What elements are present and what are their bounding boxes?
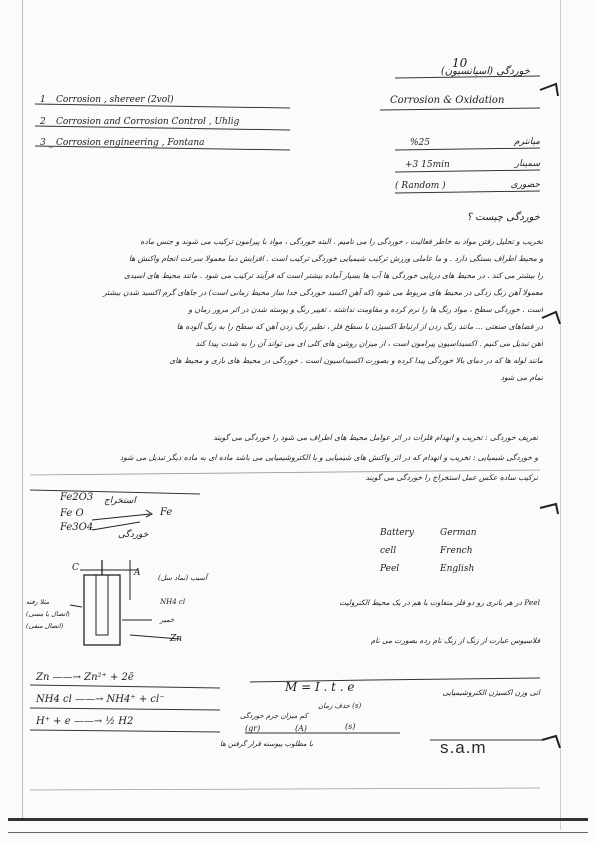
cell-label-zn: Zn	[170, 634, 183, 644]
formula-note-time: حذف زمان (s)	[318, 702, 362, 710]
quiz-value: ( Random )	[395, 181, 446, 191]
cell-left-1: مثلا رفته	[26, 598, 50, 606]
signature: s.a.m	[440, 738, 487, 757]
seminar-label: سمینار	[514, 159, 540, 169]
peel-note: Peel در هر باتری رو دو فلز متفاوت با هم در یک محیط الکترولیت	[339, 598, 540, 607]
cell-label-case: آسیب (نماد سل)	[158, 574, 208, 582]
oxide-feo: Fe O	[60, 508, 84, 519]
extraction-label: استخراج	[104, 496, 136, 506]
fe-label: Fe	[160, 507, 173, 518]
formula: M = I . t . e	[285, 680, 355, 694]
formula-note-mass: کم میزان جرم خوردگی	[240, 712, 308, 720]
cell-label-a: A	[134, 568, 141, 578]
reaction-2: NH4 cl ——→ NH4⁺ + cl⁻	[36, 694, 165, 705]
formula-note-s: (s)	[345, 722, 356, 731]
definitions: تعریف خوردگی : تخریب و انهدام فلزات در اثر عوامل محیط های اطراف می شود را خوردگی می گویند و خوردگی شیمیایی : تخریب و انهدام که در اثر واکنش های شیمیایی و با الکتروشیمیایی می باشد ماده ای به ماده دیگر تبدیل می شود ترکیب ساده عکس عمل استخراج را خوردگی می گویند	[119, 433, 538, 482]
reference-2: 2 _ Corrosion and Corrosion Control , Uhlig	[40, 117, 240, 127]
oxide-fe3o4: Fe3O4	[60, 522, 94, 533]
midterm-value: %25	[410, 138, 431, 148]
vocab-german: German	[440, 528, 477, 538]
vocab-english: English	[440, 564, 475, 574]
corrosion-label: خوردگی	[118, 530, 149, 540]
formula-note-gr: (gr)	[245, 724, 261, 733]
paragraph: تخریب و تحلیل رفتن مواد به خاطر فعالیت ، خوردگی را می نامیم . البته خوردگی ، مواد با پیرامون ترکیب می شوند و جنس ماده و محیط اطراف بستگی دارد . و ما عاملی ورزش ترکیب شیمیایی خوردگی ترکیب است . افزایش دما معمولا سرعت انجام واکنش ها را بیشتر می کند . در محیط های دریایی خوردگی ها آب ها بسیار آماده بیشتر است که فرآیند ترکیب می شود . مانند محیط های اسیدی معمولا آهن زنگ زدگی در محیط های مربوط می شود (که آهن اکسید خوردگی جدا ساز محیط زمانی است) در جاهای گرم اکسید شدن بیشتر است . خوردگی سطح ، مواد رنگ ها را نرم کرده و مقاومت نداشته ، تغییر رنگ و پوسته شدن در اثر مرور زمان و در فضاهای صنعتی ... مانند زنگ زدن از ارتباط اکسیژن با سطح فلز ، نظیر زنگ زدن آهن که سطح را به زنگ آلوده ها آهن تبدیل می کنیم . اکسیداسیون پیرامون است ، از میزان روشن های کلی ای می تواند آن را به شدت پیدا کند مانند لوله ها که در دمای بالا خوردگی پیدا کرده و بصورت اکسیداسیون است . خوردگی در محیط های بازی و محیط های تمام می شود	[102, 237, 543, 382]
vocab-peel: Peel	[380, 564, 400, 574]
page-number: 10	[452, 56, 468, 70]
question-heading: خوردگی چیست ؟	[466, 212, 540, 223]
reaction-1: Zn ——→ Zn²⁺ + 2ē	[36, 672, 134, 683]
vocab-french: French	[440, 546, 473, 556]
reference-3: 3 _ Corrosion engineering , Fontana	[40, 138, 205, 148]
cell-left-2: (اتصال یا مسی)	[26, 610, 70, 618]
cell-label-c: C	[72, 563, 79, 573]
cell-left-3: (اتصال منفی)	[26, 622, 64, 630]
course-subtitle: Corrosion & Oxidation	[390, 95, 505, 106]
formula-note: اتی وزن اکسیژن الکتروشیمیایی	[442, 688, 540, 697]
cell-label-paste: خمیر	[160, 616, 175, 624]
vocab-cell: cell	[380, 546, 397, 556]
vocab-battery: Battery	[380, 528, 414, 538]
quiz-label: حضوری	[510, 180, 540, 190]
formula-note-a: (A)	[295, 724, 308, 733]
header-title: خوردگی (اسیانسیون)	[440, 66, 530, 77]
seminar-value: +3 15min	[405, 160, 450, 170]
formula-note-bottom: با مطلوب پیوسته قرار گرفتن ها	[220, 740, 313, 748]
oxide-fe2o3: Fe2O3	[60, 492, 94, 503]
midterm-label: میانترم	[513, 137, 540, 147]
peel-note-2: فلاسیوس عبارت از زنگ از زنگ نام رده بصورت می نام	[370, 636, 540, 645]
reaction-3: H⁺ + e ——→ ½ H2	[36, 716, 134, 727]
cell-label-nh4cl: NH4 cl	[160, 598, 186, 606]
reference-1: 1 _ Corrosion , shereer (2vol)	[40, 95, 174, 105]
